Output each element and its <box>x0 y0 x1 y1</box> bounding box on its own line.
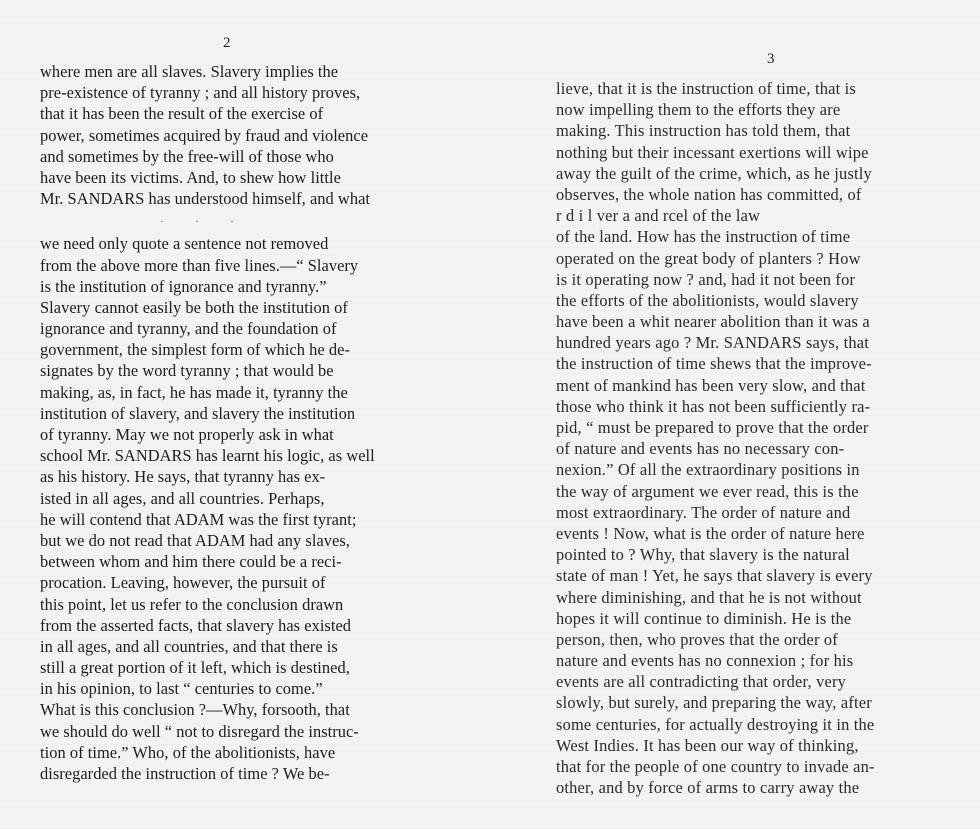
right-page-text <box>556 78 942 798</box>
text-line: operated on the great body of planters ? How <box>556 248 861 268</box>
left-page-text <box>40 61 430 784</box>
text-line: pointed to ? Why, that slavery is the natural <box>556 545 850 565</box>
text-line: observes, the whole nation has committed, of <box>556 184 862 204</box>
text-line: some centuries, for actually destroying it in the <box>556 714 875 734</box>
text-line: still a great portion of it left, which is destined, <box>40 658 350 678</box>
text-line: he will contend that ADAM was the first tyrant; <box>40 509 357 529</box>
text-line: the efforts of the abolitionists, would slavery <box>556 290 859 310</box>
text-line: that for the people of one country to invade an- <box>556 757 875 776</box>
text-line: we need only quote a sentence not removed <box>40 234 329 254</box>
text-line: this point, let us refer to the conclusion drawn <box>40 594 344 614</box>
text-line: and sometimes by the free-will of those who <box>40 146 334 166</box>
text-line: the instruction of time shews that the improve- <box>556 354 872 374</box>
page-number-right: 3 <box>767 51 775 67</box>
text-line: is it operating now ? and, had it not been for <box>556 269 856 289</box>
text-line: institution of slavery, and slavery the institution <box>40 403 356 423</box>
text-line: from the above more than five lines.—“ Slavery <box>40 255 359 275</box>
text-line: pre-existence of tyranny ; and all history proves, <box>40 83 361 103</box>
text-line: events are all contradicting that order, very <box>556 672 847 692</box>
text-line: person, then, who proves that the order of <box>556 629 838 649</box>
text-line: that it has been the result of the exercise of <box>40 104 324 124</box>
text-line: hundred years ago ? Mr. SANDARS says, that <box>556 333 869 353</box>
text-line: government, the simplest form of which he de- <box>40 340 350 360</box>
text-line: where diminishing, and that he is not without <box>556 587 862 607</box>
text-line: school Mr. SANDARS has learnt his logic, as well <box>40 446 375 466</box>
text-line: Slavery cannot easily be both the institution of <box>40 297 348 317</box>
text-line: those who think it has not been sufficiently ra- <box>556 396 871 416</box>
text-line: procation. Leaving, however, the pursuit of <box>40 573 326 593</box>
text-line: ignorance and tyranny, and the foundation of <box>40 319 337 339</box>
page-number-left: 2 <box>223 35 231 51</box>
text-line: as his history. He says, that tyranny has ex- <box>40 467 326 487</box>
text-line: of tyranny. May we not properly ask in what <box>40 425 334 444</box>
text-line: now impelling them to the efforts they are <box>556 100 841 120</box>
text-line: West Indies. It has been our way of thinking, <box>556 735 859 755</box>
text-line: r d i l ver a and rcel of the law <box>556 206 761 226</box>
text-line: ment of mankind has been very slow, and that <box>556 375 866 395</box>
text-line: nexion.” Of all the extraordinary positions in <box>556 460 860 480</box>
text-line: other, and by force of arms to carry away the <box>556 778 860 798</box>
text-line: isted in all ages, and all countries. Perhaps, <box>40 488 325 508</box>
text-line: power, sometimes acquired by fraud and violence <box>40 125 369 145</box>
text-line: slowly, but surely, and preparing the way, after <box>556 693 872 713</box>
text-line: of nature and events has no necessary con- <box>556 439 845 459</box>
text-line: making. This instruction has told them, that <box>556 121 851 141</box>
text-gap-marks: · · · <box>160 214 248 229</box>
text-line: events ! Now, what is the order of nature here <box>556 523 865 543</box>
text-line: in all ages, and all countries, and that there is <box>40 636 338 656</box>
text-line: have been a whit nearer abolition than it was a <box>556 312 870 332</box>
text-line: nature and events has no connexion ; for his <box>556 651 854 671</box>
text-line: nothing but their incessant exertions will wipe <box>556 142 869 162</box>
text-line: from the asserted facts, that slavery has existed <box>40 615 352 635</box>
text-line: pid, “ must be prepared to prove that the order <box>556 418 869 437</box>
text-line: but we do not read that ADAM had any slaves, <box>40 530 350 550</box>
text-line: have been its victims. And, to shew how little <box>40 167 341 187</box>
text-line: between whom and him there could be a reci- <box>40 552 342 572</box>
text-line: in his opinion, to last “ centuries to come.” <box>40 679 323 699</box>
text-line: we should do well “ not to disregard the instruc- <box>40 721 359 741</box>
text-line: hopes it will continue to diminish. He is the <box>556 608 852 628</box>
text-line: away the guilt of the crime, which, as he justly <box>556 163 872 183</box>
text-line: lieve, that it is the instruction of time, that is <box>556 79 856 98</box>
text-line: What is this conclusion ?—Why, forsooth, that <box>40 700 350 720</box>
text-line: disregarded the instruction of time ? We be- <box>40 764 330 783</box>
text-line: making, as, in fact, he has made it, tyranny the <box>40 382 348 402</box>
text-line: state of man ! Yet, he says that slavery is every <box>556 566 873 586</box>
text-line: the way of argument we ever read, this is the <box>556 481 859 501</box>
text-line: where men are all slaves. Slavery implies the <box>40 62 339 81</box>
text-line: is the institution of ignorance and tyranny.” <box>40 276 327 296</box>
text-line: most extraordinary. The order of nature and <box>556 502 851 522</box>
text-line: signates by the word tyranny ; that would be <box>40 361 334 381</box>
text-line: tion of time.” Who, of the abolitionists, have <box>40 742 336 762</box>
text-line: of the land. How has the instruction of time <box>556 227 851 247</box>
text-line: Mr. SANDARS has understood himself, and what <box>40 189 370 209</box>
